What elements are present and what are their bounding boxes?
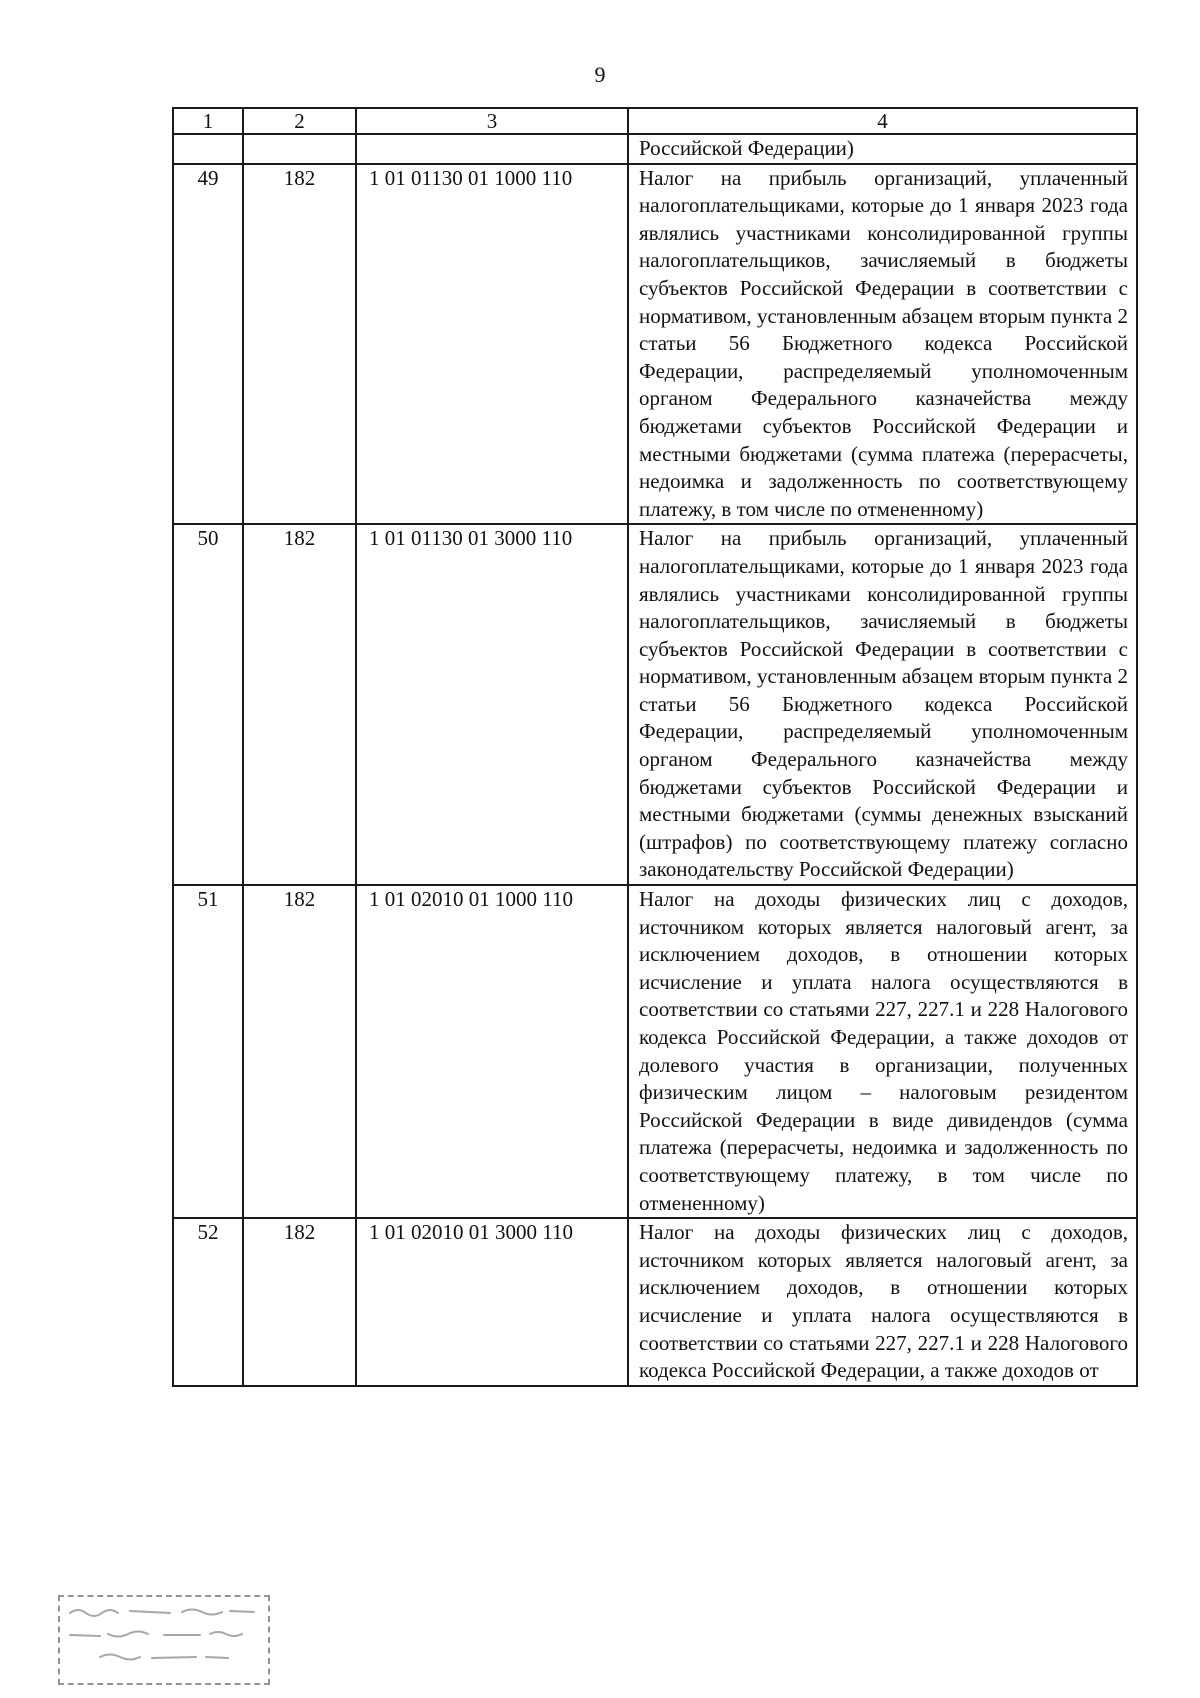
registration-stamp [58, 1595, 270, 1685]
revenue-description-cell: Налог на прибыль организаций, уплаченный налогоплательщиками, которые до 1 января 2023 года являлись участниками консолидированной группы налогоплательщиков, зачисляемый в бюджеты субъектов Российской Федерации в соответствии с нормативом, установленным абзацем вторым пункта 2 статьи 56 Бюджетного кодекса Российской Федерации, распределяемый уполномоченным органом Федерального казначейства между бюджетами субъектов Российской Федерации и местными бюджетами (сумма платежа (перерасчеты, недоимка и задолженность по соответствующему платежу, в том числе по отмененному) [628, 164, 1137, 525]
row-number-cell: 51 [173, 885, 243, 1218]
row-number-cell: 52 [173, 1218, 243, 1386]
administrator-code-cell: 182 [243, 524, 356, 885]
budget-classification-code-cell: 1 01 02010 01 1000 110 [356, 885, 628, 1218]
row-number-cell: 50 [173, 524, 243, 885]
administrator-code-cell: 182 [243, 1218, 356, 1386]
revenue-codes-table [172, 107, 1138, 1387]
revenue-description-cell: Российской Федерации) [628, 134, 1137, 164]
revenue-description-cell: Налог на доходы физических лиц с доходов, источником которых является налоговый агент, за исключением доходов, в отношении которых исчисление и уплата налога осуществляются в соответствии со статьями 227, 227.1 и 228 Налогового кодекса Российской Федерации, а также доходов от долевого участия в организации, полученных физическим лицом – налоговым резидентом Российской Федерации в виде дивидендов (сумма платежа (перерасчеты, недоимка и задолженность по соответствующему платежу, в том числе по отмененному) [628, 885, 1137, 1218]
administrator-code-cell: 182 [243, 164, 356, 525]
column-number-2: 2 [243, 108, 356, 134]
table-row [173, 885, 1137, 1218]
budget-classification-code-cell [356, 134, 628, 164]
table-row [173, 1218, 1137, 1386]
table-row [173, 524, 1137, 885]
budget-classification-code-cell: 1 01 01130 01 1000 110 [356, 164, 628, 525]
table-header-row [173, 108, 1137, 134]
administrator-code-cell [243, 134, 356, 164]
administrator-code-cell: 182 [243, 885, 356, 1218]
stamp-marks [60, 1597, 264, 1679]
revenue-description-cell: Налог на прибыль организаций, уплаченный налогоплательщиками, которые до 1 января 2023 года являлись участниками консолидированной группы налогоплательщиков, зачисляемый в бюджеты субъектов Российской Федерации в соответствии с нормативом, установленным абзацем вторым пункта 2 статьи 56 Бюджетного кодекса Российской Федерации, распределяемый уполномоченным органом Федерального казначейства между бюджетами субъектов Российской Федерации и местными бюджетами (суммы денежных взысканий (штрафов) по соответствующему платежу согласно законодательству Российской Федерации) [628, 524, 1137, 885]
column-number-3: 3 [356, 108, 628, 134]
table-row [173, 164, 1137, 525]
column-number-1: 1 [173, 108, 243, 134]
budget-classification-code-cell: 1 01 01130 01 3000 110 [356, 524, 628, 885]
budget-classification-code-cell: 1 01 02010 01 3000 110 [356, 1218, 628, 1386]
table-row-continuation [173, 134, 1137, 164]
revenue-description-cell: Налог на доходы физических лиц с доходов, источником которых является налоговый агент, за исключением доходов, в отношении которых исчисление и уплата налога осуществляются в соответствии со статьями 227, 227.1 и 228 Налогового кодекса Российской Федерации, а также доходов от [628, 1218, 1137, 1386]
row-number-cell [173, 134, 243, 164]
row-number-cell: 49 [173, 164, 243, 525]
page-number: 9 [594, 62, 606, 87]
column-number-4: 4 [628, 108, 1137, 134]
